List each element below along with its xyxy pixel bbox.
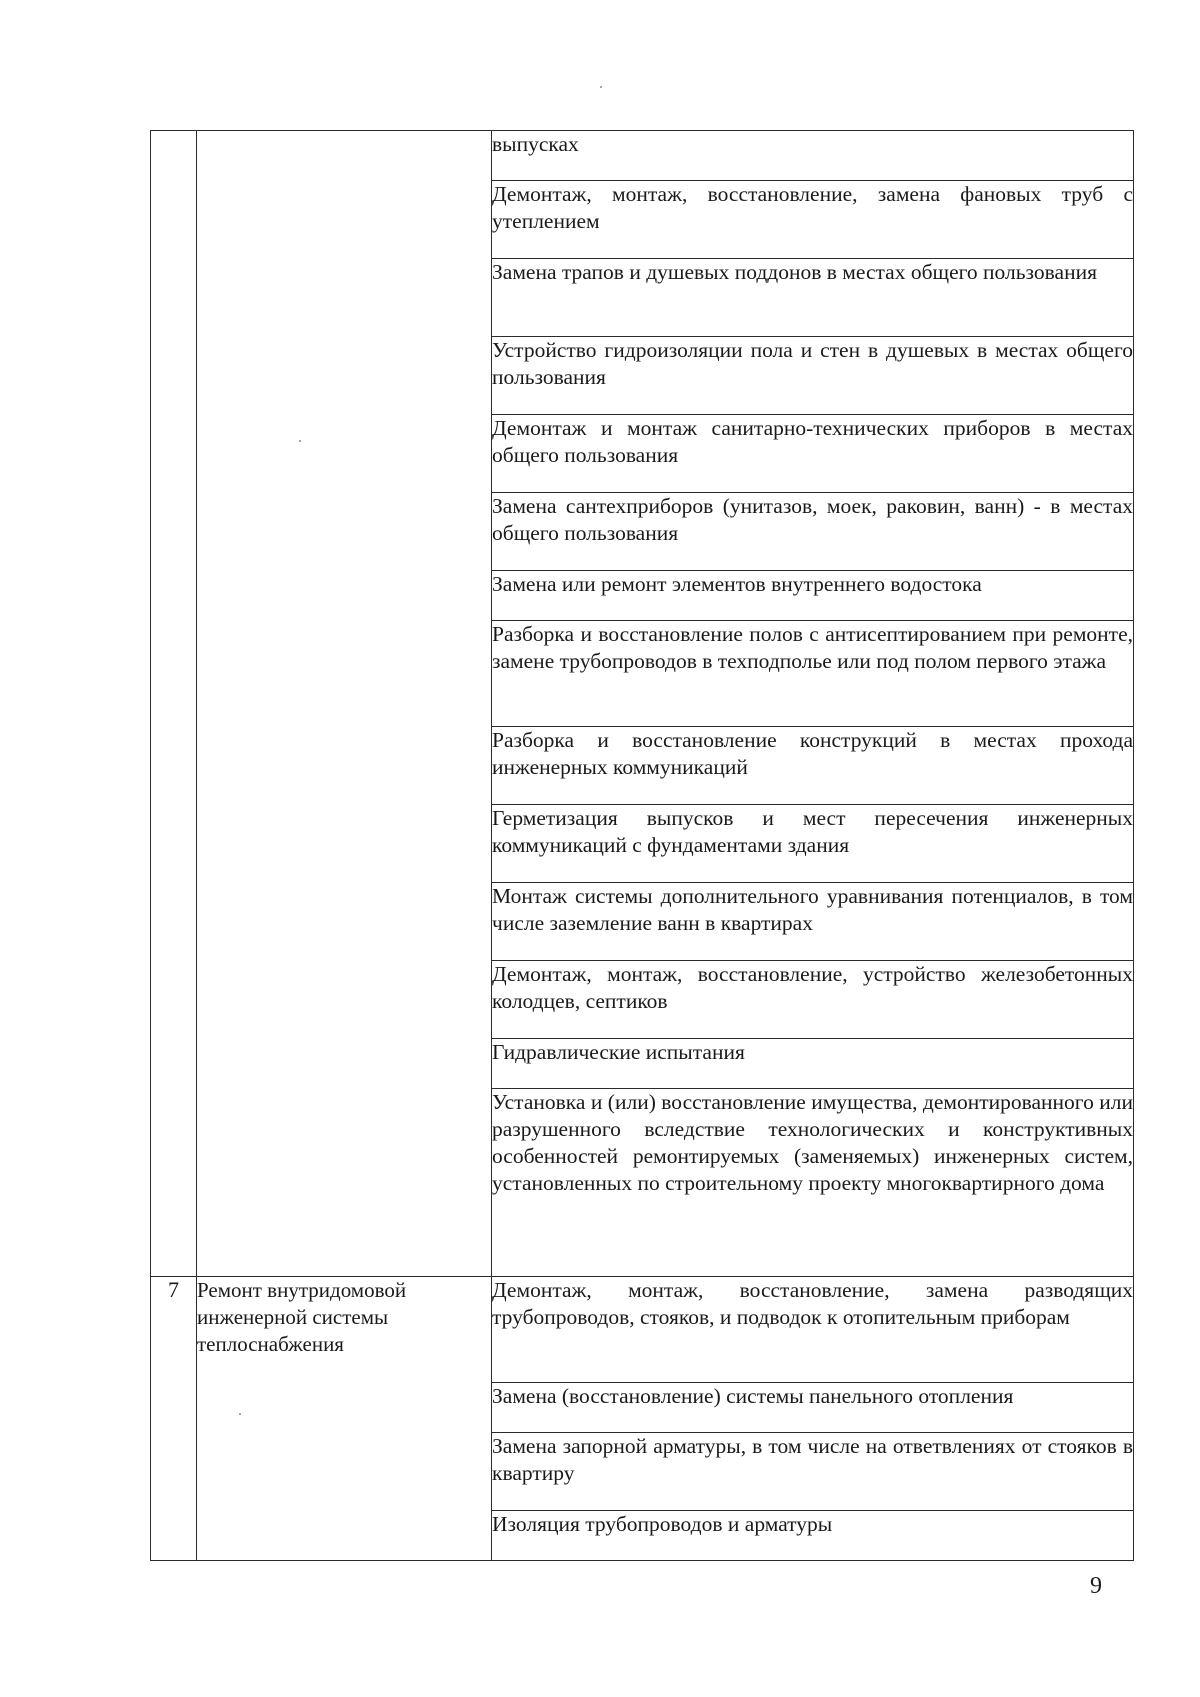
work-item: Изоляция трубопроводов и арматуры [492, 1511, 1134, 1561]
work-item: Замена или ремонт элементов внутреннего водостока [492, 571, 1134, 621]
work-item: Демонтаж, монтаж, восстановление, замена разводящих трубопроводов, стояков, и подводок к отопительным приборам [492, 1277, 1134, 1383]
scan-speck [600, 86, 602, 88]
work-item: Демонтаж и монтаж санитарно-технических приборов в местах общего пользования [492, 415, 1134, 493]
section-number: 7 [151, 1277, 197, 1561]
work-item: Разборка и восстановление полов с антисептированием при ремонте, замене трубопроводов в техподполье или под полом первого этажа [492, 621, 1134, 727]
work-item: Установка и (или) восстановление имущества, демонтированного или разрушенного вследствие технологических и конструктивных особенностей ремонтируемых (заменяемых) инженерных систем, установленных по строительному проекту многоквартирного дома [492, 1089, 1134, 1277]
work-item: Устройство гидроизоляции пола и стен в душевых в местах общего пользования [492, 337, 1134, 415]
page-number: 9 [1090, 1573, 1102, 1599]
works-table [150, 130, 1134, 1561]
section-name: Ремонт внутридомовой инженерной системы теплоснабжения [197, 1277, 492, 1561]
section-name-cell [197, 131, 492, 1277]
work-item: Герметизация выпусков и мест пересечения инженерных коммуникаций с фундаментами здания [492, 805, 1134, 883]
table-row [151, 131, 1134, 181]
table-row [151, 1277, 1134, 1383]
section-number-cell [151, 131, 197, 1277]
work-item: Демонтаж, монтаж, восстановление, устройство железобетонных колодцев, септиков [492, 961, 1134, 1039]
work-item: выпусках [492, 131, 1134, 181]
work-item: Замена (восстановление) системы панельного отопления [492, 1383, 1134, 1433]
work-item: Замена запорной арматуры, в том числе на ответвлениях от стояков в квартиру [492, 1433, 1134, 1511]
work-item: Гидравлические испытания [492, 1039, 1134, 1089]
work-item: Разборка и восстановление конструкций в местах прохода инженерных коммуникаций [492, 727, 1134, 805]
work-item: Замена сантехприборов (унитазов, моек, раковин, ванн) - в местах общего пользования [492, 493, 1134, 571]
work-item: Монтаж системы дополнительного уравнивания потенциалов, в том числе заземление ванн в квартирах [492, 883, 1134, 961]
work-item: Демонтаж, монтаж, восстановление, замена фановых труб с утеплением [492, 181, 1134, 259]
work-item: Замена трапов и душевых поддонов в местах общего пользования [492, 259, 1134, 337]
